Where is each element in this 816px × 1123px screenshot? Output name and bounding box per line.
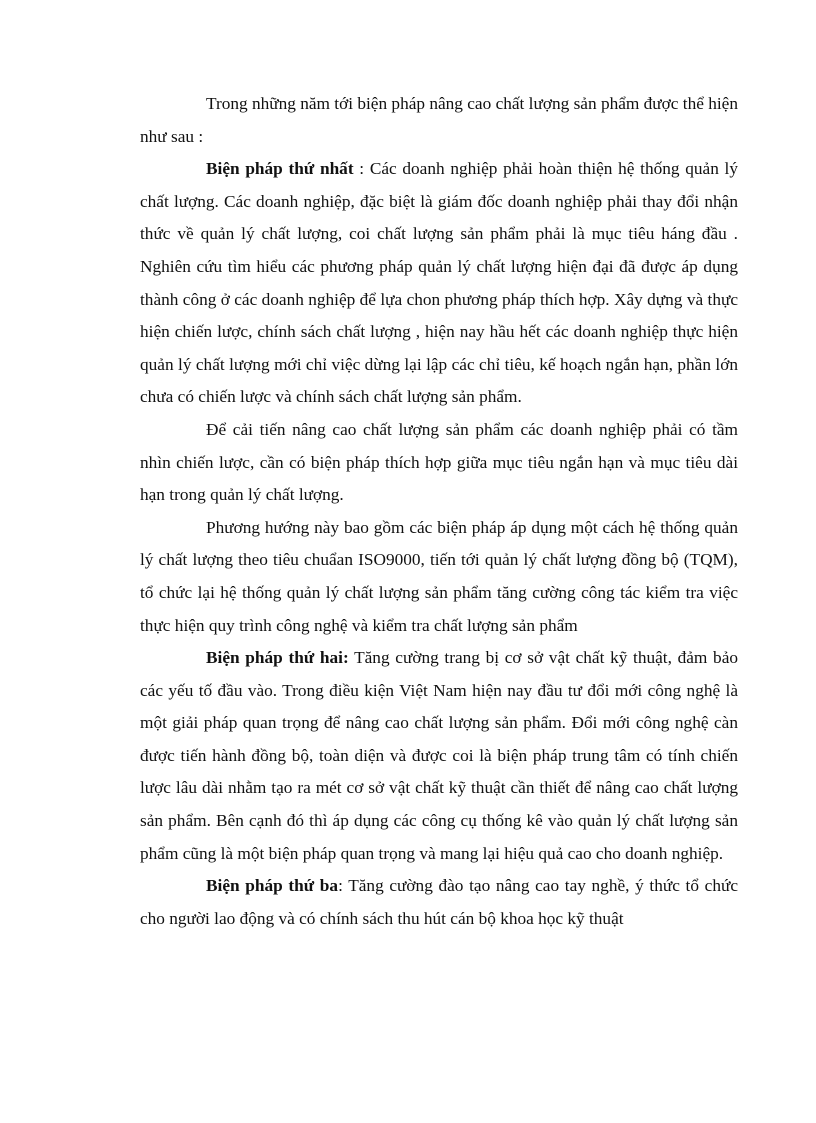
paragraph-measure-two: [140, 642, 738, 870]
paragraph-text: Phương hướng này bao gồm các biện pháp áp dụng một cách hệ thống quản lý chất lượng theo tiêu chuẩan ISO9000, tiến tới quản lý chất lượng đồng bộ (TQM), tổ chức lại hệ thống quản lý chất lượng sản phẩm tăng cường công tác kiểm tra việc thực hiện quy trình công nghệ và kiểm tra chất lượng sản phẩm: [140, 517, 738, 635]
paragraph-measure-three: [140, 870, 738, 935]
paragraph-measure-one: [140, 153, 738, 414]
paragraph-lead: Biện pháp thứ hai:: [206, 648, 349, 668]
paragraph-text: : Tăng cường đào tạo nâng cao tay nghề, ý thức tổ chức cho người lao động và có chính sách thu hút cán bộ khoa học kỹ thuật: [140, 876, 738, 928]
document-page: [140, 88, 738, 935]
paragraph-text: Trong những năm tới biện pháp nâng cao chất lượng sản phẩm được thể hiện như sau :: [140, 94, 738, 146]
paragraph-text: Để cải tiến nâng cao chất lượng sản phẩm các doanh nghiệp phải có tầm nhìn chiến lược, cần có biện pháp thích hợp giữa mục tiêu ngắn hạn và mục tiêu dài hạn trong quản lý chất lượng.: [140, 419, 738, 505]
paragraph-lead: Biện pháp thứ ba: [206, 876, 339, 896]
paragraph-strategy: [140, 414, 738, 512]
paragraph-lead: Biện pháp thứ nhất: [206, 159, 354, 179]
paragraph-direction: [140, 512, 738, 642]
paragraph-text: Tăng cường trang bị cơ sở vật chất kỹ thuật, đảm bảo các yếu tố đầu vào. Trong điều kiện Việt Nam hiện nay đầu tư đổi mới công nghệ là một giải pháp quan trọng để nâng cao chất lượng sản phẩm. Đổi mới công nghệ càn được tiến hành đồng bộ, toàn diện và được coi là biện pháp trung tâm có tính chiến lược lâu dài nhằm tạo ra mét cơ sở vật chất kỹ thuật cần thiết để nâng cao chất lượng sản phẩm. Bên cạnh đó thì áp dụng các công cụ thống kê vào quản lý chất lượng sản phẩm cũng là một biện pháp quan trọng và mang lại hiệu quả cao cho doanh nghiệp.: [140, 648, 738, 863]
paragraph-intro: [140, 88, 738, 153]
paragraph-text: : Các doanh nghiệp phải hoàn thiện hệ thống quản lý chất lượng. Các doanh nghiệp, đặc biệt là giám đốc doanh nghiệp phải thay đổi nhận thức về quản lý chất lượng, coi chất lượng sản phẩm phải là mục tiêu háng đầu . Nghiên cứu tìm hiểu các phương pháp quản lý chất lượng hiện đại đã được áp dụng thành công ở các doanh nghiệp để lựa chon phương pháp thích hợp. Xây dựng và thực hiện chiến lược, chính sách chất lượng , hiện nay hầu hết các doanh nghiệp thực hiện quản lý chất lượng mới chỉ việc dừng lại lập các chỉ tiêu, kế hoạch ngắn hạn, phần lớn chưa có chiến lược và chính sách chất lượng sản phẩm.: [140, 159, 738, 407]
